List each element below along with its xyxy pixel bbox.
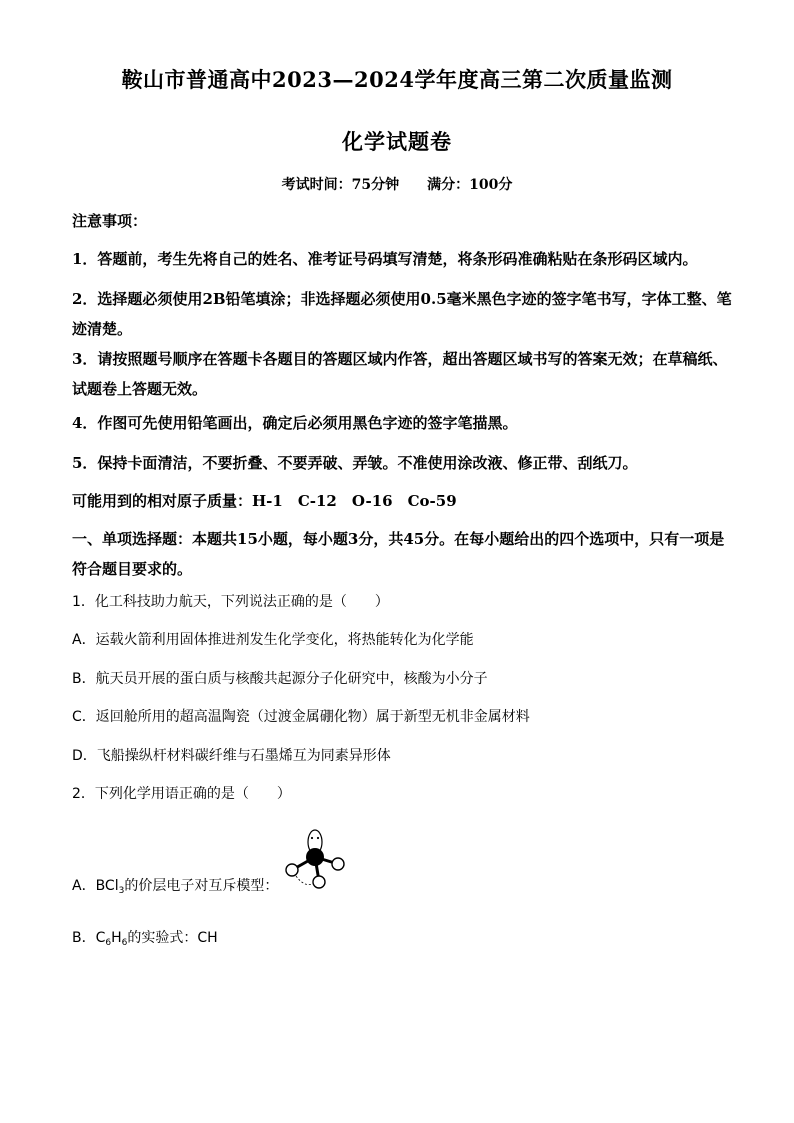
note-item-5: 5．保持卡面清洁，不要折叠、不要弄破、弄皱。不准使用涂改液、修正带、刮纸刀。 (72, 454, 638, 472)
note-item-1: 1．答题前，考生先将自己的姓名、准考证号码填写清楚，将条形码准确粘贴在条形码区域内。 (72, 250, 698, 268)
question-2-stem: 2．下列化学用语正确的是（ ） (72, 786, 291, 802)
note-item-2: 2．选择题必须使用2B铅笔填涂；非选择题必须使用0.5毫米黑色字迹的签字笔书写，字体工整、笔迹清楚。 (72, 290, 732, 338)
option-b-subscript-1: 6 (105, 938, 112, 948)
notes-heading: 注意事项： (72, 212, 148, 230)
question-1-option-a: A．运载火箭利用固体推进剂发生化学变化，将热能转化为化学能 (72, 632, 474, 648)
atomic-masses: 可能用到的相对原子质量：H-1 C-12 O-16 Co-59 (72, 492, 457, 510)
question-1-stem: 1．化工科技助力航天，下列说法正确的是（ ） (72, 594, 389, 610)
question-2-option-b (72, 928, 732, 953)
exam-meta (0, 174, 794, 194)
option-b-mid: H (111, 930, 122, 946)
question-1-option-b: B．航天员开展的蛋白质与核酸共起源分子化研究中，核酸为小分子 (72, 671, 488, 687)
option-a-suffix: 的价层电子对互斥模型： (124, 878, 279, 894)
exam-score: 满分：100分 (427, 177, 513, 193)
section-heading: 一、单项选择题：本题共15小题，每小题3分，共45分。在每小题给出的四个选项中，只有一项是符合题目要求的。 (72, 530, 725, 578)
note-item-4: 4．作图可先使用铅笔画出，确定后必须用黑色字迹的签字笔描黑。 (72, 414, 518, 432)
option-b-prefix: B．C (72, 930, 106, 946)
exam-title: 鞍山市普通高中2023—2024学年度高三第二次质量监测 (121, 67, 673, 92)
option-b-subscript-2: 6 (121, 938, 128, 948)
question-1-option-c: C．返回舱所用的超高温陶瓷（过渡金属硼化物）属于新型无机非金属材料 (72, 709, 530, 725)
note-item-3: 3．请按照题号顺序在答题卡各题目的答题区域内作答，超出答题区域书写的答案无效；在草稿纸、试题卷上答题无效。 (72, 350, 728, 398)
exam-subtitle: 化学试题卷 (342, 129, 452, 154)
question-2-option-a (72, 876, 732, 901)
option-a-subscript: 3 (118, 886, 125, 896)
exam-time: 考试时间：75分钟 (281, 177, 400, 193)
option-b-suffix: 的实验式：CH (127, 930, 218, 946)
vsepr-model-icon (282, 824, 352, 892)
question-1-option-d: D．飞船操纵杆材料碳纤维与石墨烯互为同素异形体 (72, 748, 391, 764)
option-a-prefix: A．BCl (72, 878, 119, 894)
